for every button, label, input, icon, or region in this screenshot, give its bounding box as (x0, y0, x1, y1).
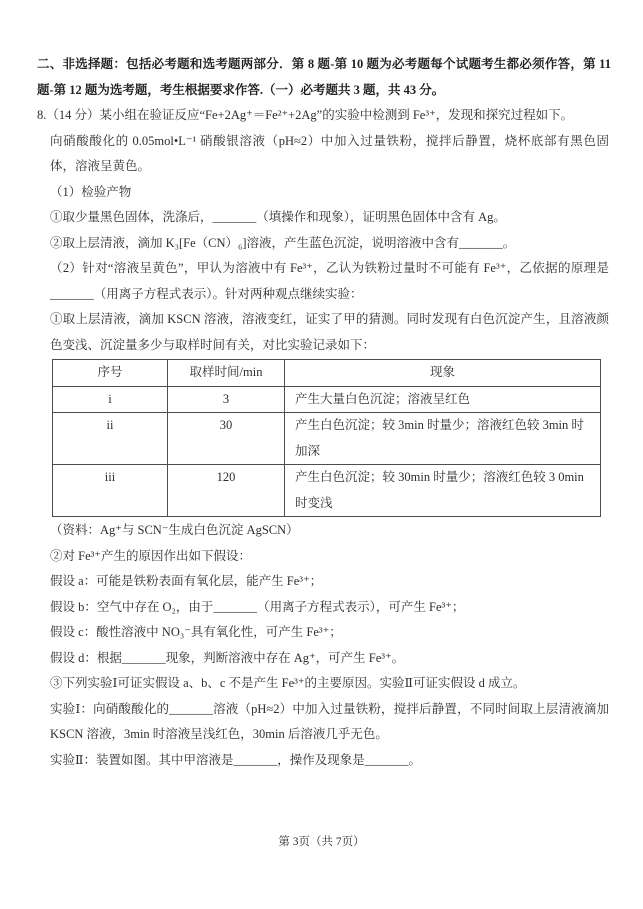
part3-statement: ③下列实验Ⅰ可证实假设 a、b、c 不是产生 Fe³⁺的主要原因。实验Ⅱ可证实假设 d 成立。 (50, 676, 526, 690)
part1-item-1: ①取少量黑色固体，洗涤后，_______（填操作和现象），证明黑色固体中含有 Ag。 (50, 210, 506, 224)
table-row (53, 465, 601, 517)
hypothesis-b: 假设 b：空气中存在 O₂，由于_______（用离子方程式表示），可产生 Fe³⁺； (50, 599, 465, 614)
experiment-2: 实验Ⅱ：装置如图。其中甲溶液是_______，操作及现象是_______。 (50, 752, 421, 767)
table-row (53, 386, 601, 413)
table-row (53, 413, 601, 465)
row-sampling-time: 120 (168, 465, 285, 517)
part2-intro: （2）针对“溶液呈黄色”，甲认为溶液中有 Fe³⁺，乙认为铁粉过量时不可能有 Fe³⁺，乙依据的原理是_______（用离子方程式表示）。针对两种观点继续实验： (50, 261, 609, 301)
row-phenomenon: 产生白色沉淀；较 30min 时量少；溶液红色较 3 0min 时变浅 (285, 465, 601, 517)
experiment-record-table (52, 359, 601, 517)
row-sampling-time: 30 (168, 413, 285, 465)
part2-observation: ①取上层清液，滴加 KSCN 溶液，溶液变红，证实了甲的猜测。同时发现有白色沉淀产生，且溶液颜色变浅、沉淀量多少与取样时间有关，对比实验记录如下： (50, 312, 609, 352)
row-index: i (53, 386, 168, 413)
part2-hypotheses-intro: ②对 Fe³⁺产生的原因作出如下假设： (50, 548, 251, 563)
hypothesis-d: 假设 d：根据_______现象，判断溶液中存在 Ag⁺，可产生 Fe³⁺。 (50, 650, 405, 665)
page-footer: 第 3页（共 7页） (278, 836, 365, 848)
part1-item-2: ②取上层清液，滴加 K₃[Fe（CN）₆]溶液，产生蓝色沉淀，说明溶液中含有_______。 (50, 235, 516, 250)
row-phenomenon: 产生白色沉淀；较 3min 时量少；溶液红色较 3min 时加深 (285, 413, 601, 465)
hypothesis-a: 假设 a：可能是铁粉表面有氧化层，能产生 Fe³⁺； (50, 574, 323, 588)
row-index: ii (53, 413, 168, 465)
row-sampling-time: 3 (168, 386, 285, 413)
hypothesis-c: 假设 c：酸性溶液中 NO₃⁻具有氧化性，可产生 Fe³⁺； (50, 625, 342, 639)
column-header-sampling-time: 取样时间/min (168, 360, 285, 387)
experiment-1: 实验Ⅰ：向硝酸酸化的_______溶液（pH≈2）中加入过量铁粉，搅拌后静置，不同时间取上层清液滴加 KSCN 溶液，3min 时溶液呈浅红色，30min 后溶液几乎无色。 (50, 701, 609, 741)
question-8-setup: 向硝酸酸化的 0.05mol•L⁻¹ 硝酸银溶液（pH≈2）中加入过量铁粉，搅拌后静置，烧杯底部有黑色固体，溶液呈黄色。 (50, 133, 609, 173)
table-header-row (53, 360, 601, 387)
row-index: iii (53, 465, 168, 517)
column-header-index: 序号 (53, 360, 168, 387)
part1-heading: （1）检验产物 (50, 184, 132, 199)
row-phenomenon: 产生大量白色沉淀；溶液呈红色 (285, 386, 601, 413)
section-header: 二、非选择题：包括必考题和选考题两部分．第 8 题-第 10 题为必考题每个试题考生都必须作答，第 11 题-第 12 题为选考题，考生根据要求作答.（一）必考题共 3 题，共 43 分。 (37, 57, 611, 97)
reference-note: （资料：Ag⁺与 SCN⁻生成白色沉淀 AgSCN） (50, 523, 299, 537)
exam-content (0, 52, 643, 773)
column-header-phenomenon: 现象 (285, 360, 601, 387)
question-8-stem: 8.（14 分）某小组在验证反应“Fe+2Ag⁺＝Fe²⁺+2Ag”的实验中检测到 Fe³⁺，发现和探究过程如下。 (37, 108, 574, 122)
